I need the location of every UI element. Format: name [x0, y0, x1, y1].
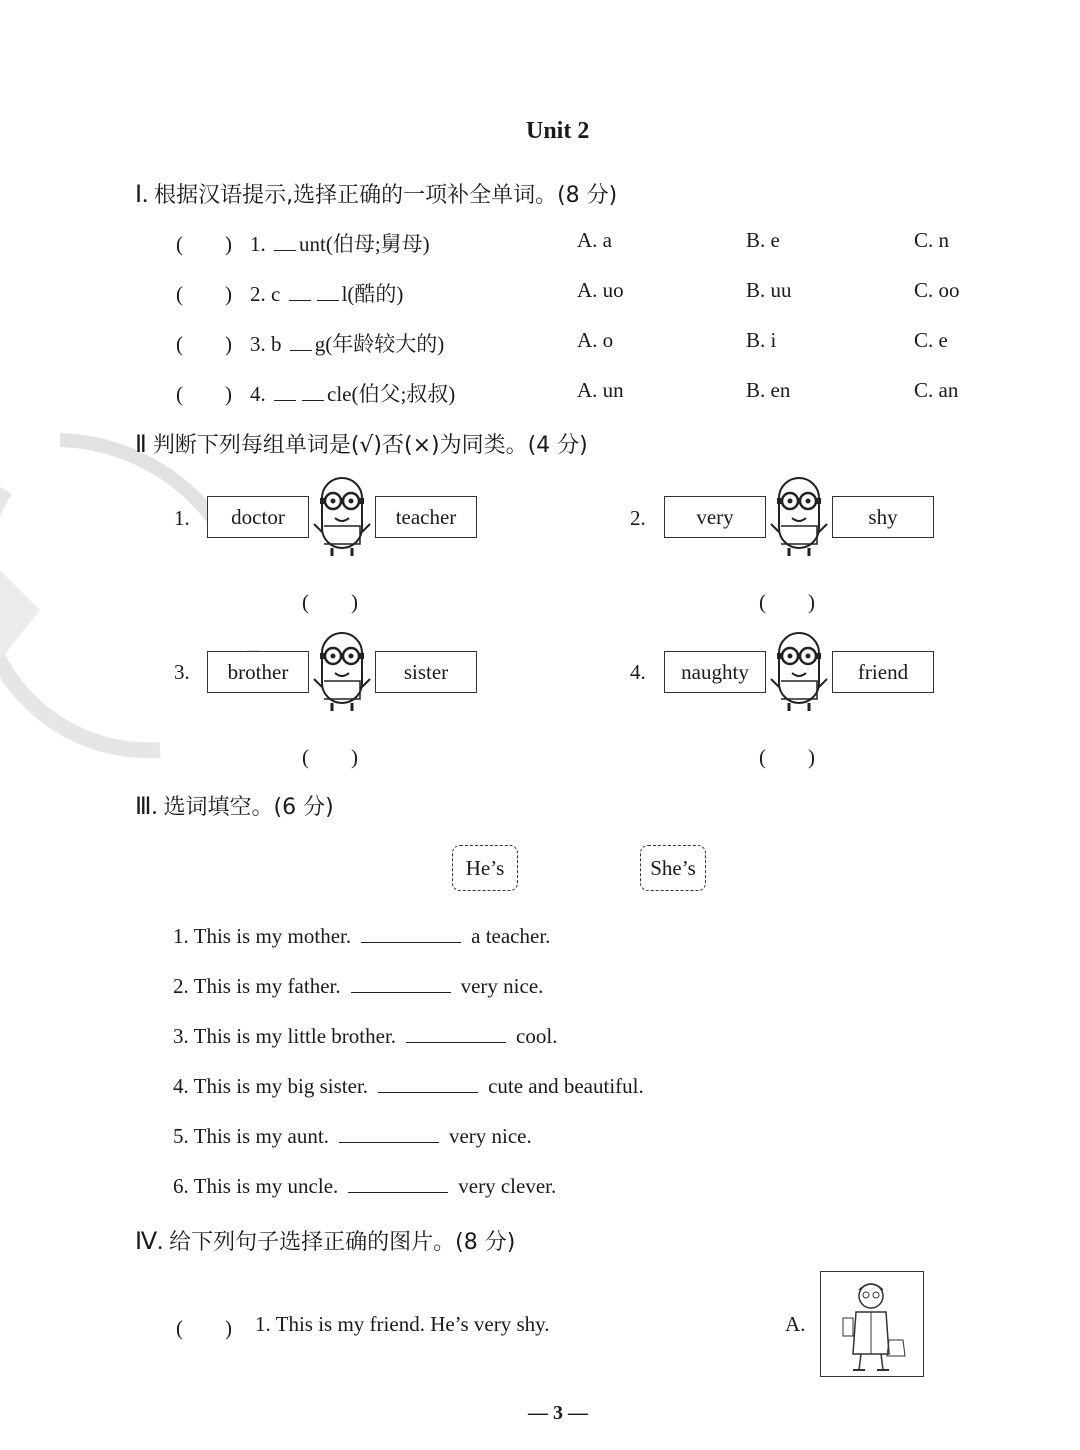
sentence-end: a teacher. [471, 924, 551, 948]
letter-blank[interactable] [302, 382, 324, 401]
section-4-number: Ⅳ. [135, 1229, 164, 1255]
fill-sentence [173, 1074, 644, 1099]
sentence-end: very nice. [460, 974, 544, 998]
pair-number: 2. [630, 506, 646, 530]
letter-blank[interactable] [289, 282, 311, 301]
sentence-start: 5. This is my aunt. [173, 1124, 329, 1148]
section-4-instruction: 给下列句子选择正确的图片。(8 分) [169, 1230, 516, 1255]
doctor-picture [820, 1271, 924, 1377]
word-box-right: sister [375, 651, 477, 693]
section-4-heading [135, 1225, 515, 1256]
word-choice-hes: He’s [452, 845, 518, 891]
minion-icon [769, 474, 829, 558]
section-3-heading [135, 790, 334, 821]
question-word [250, 228, 430, 258]
option-a: A. a [577, 228, 612, 252]
answer-paren[interactable]: ( ) [176, 1316, 232, 1340]
word-box-left: naughty [664, 651, 766, 693]
word-box-right: shy [832, 496, 934, 538]
question-word [250, 378, 455, 408]
option-c: C. e [914, 328, 948, 352]
minion-icon [312, 629, 372, 713]
section-1-instruction: 根据汉语提示,选择正确的一项补全单词。(8 分) [154, 183, 618, 208]
answer-paren[interactable]: ( ) [176, 282, 232, 306]
word-remainder: g(年龄较大的) [314, 332, 445, 356]
option-a: A. uo [577, 278, 624, 302]
option-b: B. i [746, 328, 777, 352]
sentence-start: 1. This is my mother. [173, 924, 352, 948]
section-3-instruction: 选词填空。(6 分) [163, 795, 334, 820]
fill-sentence [173, 1174, 556, 1199]
answer-paren[interactable]: ( ) [176, 382, 232, 406]
answer-blank[interactable] [351, 974, 451, 993]
sentence-end: very nice. [448, 1124, 532, 1148]
minion-icon [312, 474, 372, 558]
fill-sentence [173, 974, 543, 999]
sentence-end: cool. [516, 1024, 558, 1048]
sentence-start: 3. This is my little brother. [173, 1024, 397, 1048]
page-number: — 3 — [528, 1402, 588, 1424]
section-1-number: Ⅰ. [135, 182, 149, 208]
answer-paren[interactable]: ( ) [759, 590, 815, 614]
minion-icon [769, 629, 829, 713]
option-b: B. uu [746, 278, 792, 302]
word-box-right: teacher [375, 496, 477, 538]
section-1-heading [135, 178, 617, 209]
answer-blank[interactable] [378, 1074, 478, 1093]
option-c: C. oo [914, 278, 960, 302]
question-number: 1. [250, 232, 266, 256]
answer-paren[interactable]: ( ) [176, 332, 232, 356]
option-a: A. o [577, 328, 614, 352]
letter-blank[interactable] [274, 232, 296, 251]
word-remainder: cle(伯父;叔叔) [327, 382, 456, 406]
question-number: 4. [250, 382, 266, 406]
sentence-text: 1. This is my friend. He’s very shy. [255, 1312, 550, 1336]
letter-blank[interactable] [290, 332, 312, 351]
watermark-logo [0, 430, 270, 770]
section-3-number: Ⅲ. [135, 794, 158, 820]
word-remainder: l(酷的) [341, 282, 404, 306]
word-choice-shes: She’s [640, 845, 706, 891]
option-b: B. en [746, 378, 791, 402]
sentence-end: very clever. [458, 1174, 557, 1198]
option-c: C. n [914, 228, 950, 252]
sentence-start: 2. This is my father. [173, 974, 341, 998]
pair-number: 3. [174, 660, 190, 684]
word-box-left: doctor [207, 496, 309, 538]
pair-number: 4. [630, 660, 646, 684]
question-word [250, 278, 403, 308]
option-label: A. [785, 1312, 806, 1336]
word-remainder: unt(伯母;舅母) [299, 232, 430, 256]
doctor-icon [821, 1272, 923, 1376]
fill-sentence [173, 1024, 557, 1049]
fill-sentence [173, 1124, 532, 1149]
word-box-left: brother [207, 651, 309, 693]
answer-blank[interactable] [361, 924, 461, 943]
answer-paren[interactable]: ( ) [759, 745, 815, 769]
letter-blank[interactable] [274, 382, 296, 401]
section-2-heading [135, 428, 588, 459]
fill-sentence [173, 924, 550, 949]
word-box-right: friend [832, 651, 934, 693]
option-c: C. an [914, 378, 959, 402]
answer-paren[interactable]: ( ) [176, 232, 232, 256]
option-b: B. e [746, 228, 780, 252]
question-number: 3. b [250, 332, 282, 356]
sentence-start: 4. This is my big sister. [173, 1074, 369, 1098]
sentence-start: 6. This is my uncle. [173, 1174, 339, 1198]
answer-blank[interactable] [406, 1024, 506, 1043]
section-2-instruction: 判断下列每组单词是(√)否(×)为同类。(4 分) [152, 433, 588, 458]
letter-blank[interactable] [317, 282, 339, 301]
sentence-end: cute and beautiful. [488, 1074, 644, 1098]
pair-number: 1. [174, 506, 190, 530]
answer-paren[interactable]: ( ) [302, 590, 358, 614]
word-box-left: very [664, 496, 766, 538]
answer-blank[interactable] [348, 1174, 448, 1193]
page-title: Unit 2 [526, 118, 590, 144]
option-a: A. un [577, 378, 624, 402]
section-2-number: Ⅱ [135, 432, 147, 458]
answer-blank[interactable] [339, 1124, 439, 1143]
question-word [250, 328, 444, 358]
question-number: 2. c [250, 282, 281, 306]
answer-paren[interactable]: ( ) [302, 745, 358, 769]
